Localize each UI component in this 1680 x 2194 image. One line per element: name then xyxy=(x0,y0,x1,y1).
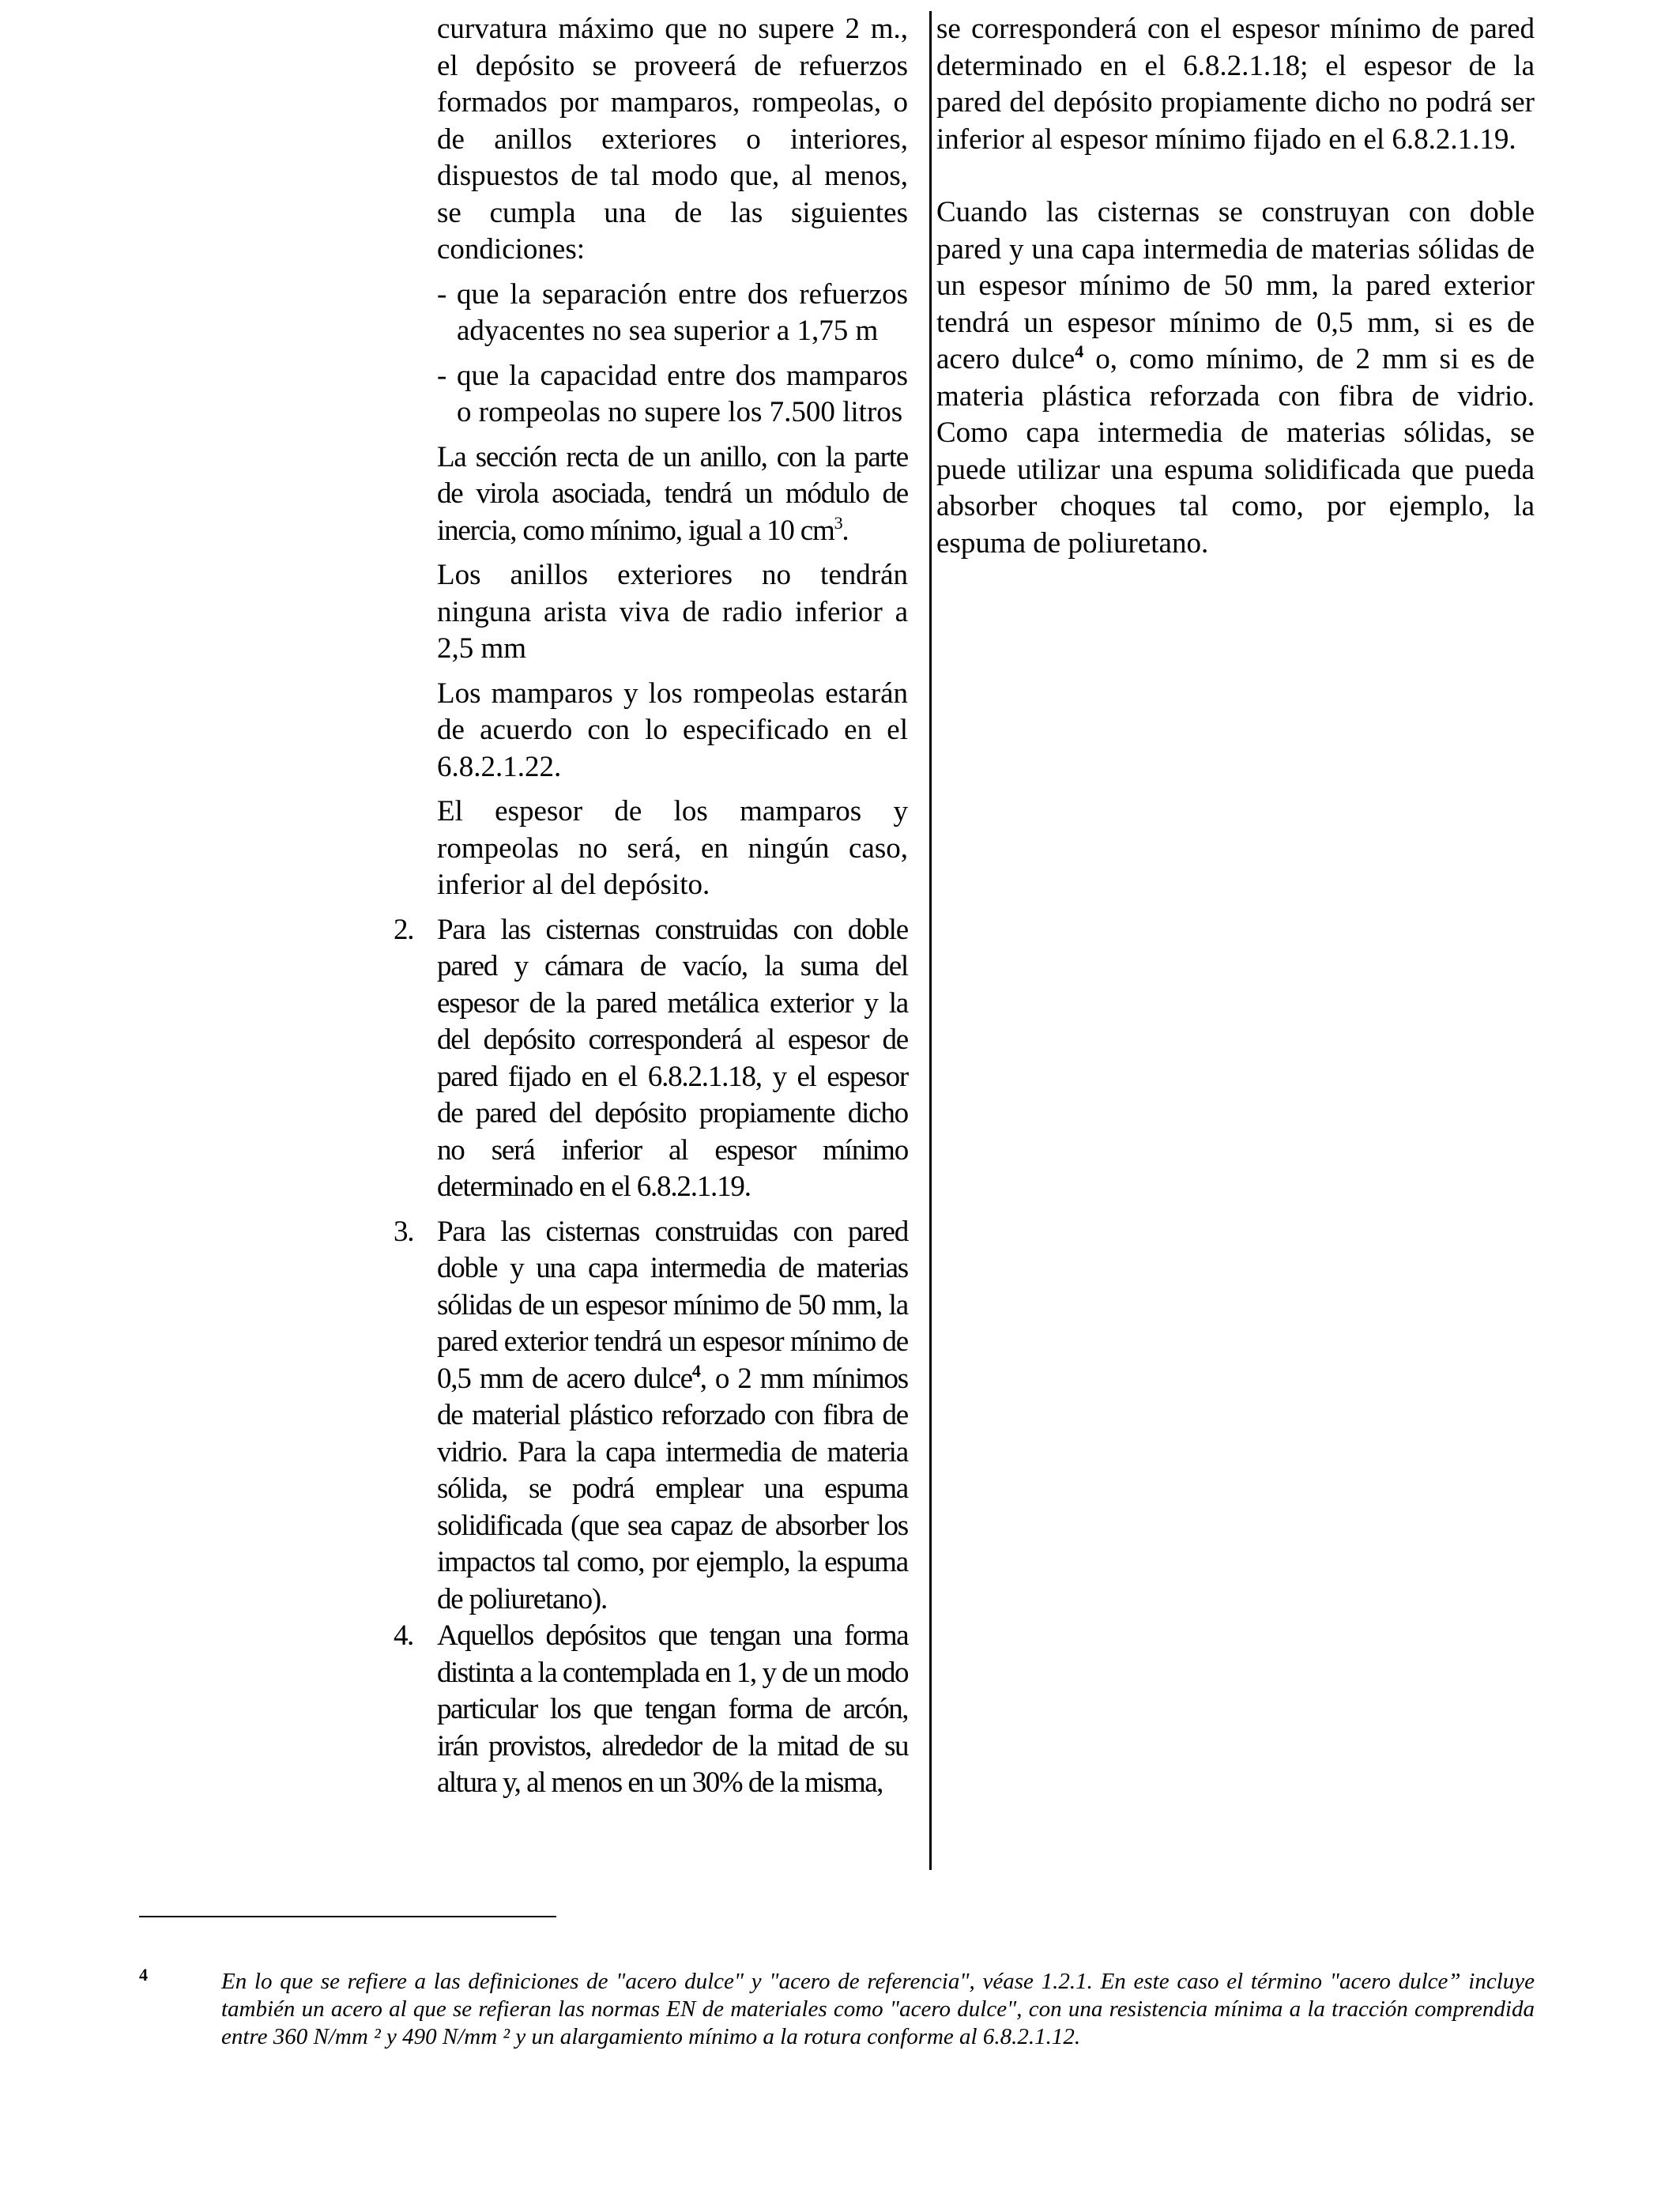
right-column xyxy=(936,11,1535,562)
item-number: 2. xyxy=(394,913,414,946)
dash-item-spacing xyxy=(437,277,908,350)
numbered-item-3 xyxy=(394,1214,908,1619)
footnote-marker: 4 xyxy=(139,1965,148,1985)
item-number: 4. xyxy=(394,1619,413,1652)
footnote-reference: 4 xyxy=(691,1360,700,1381)
numbered-item-4 xyxy=(394,1618,908,1802)
item-number: 3. xyxy=(394,1215,414,1248)
item-text-continued: , o 2 mm mínimos de material plástico reforzado con fibra de vidrio. Para la capa intermedia de materia sólida, se podrá emplear una espuma solidificada (que sea capaz de absorber los impactos tal como, por ejemplo, la espuma de poliuretano). xyxy=(437,1362,908,1615)
double-wall-text: Cuando las cisternas se construyan con doble pared y una capa intermedia de materias sólidas de un espesor mínimo de 50 mm, la pared exterior tendrá un espesor mínimo de 0,5 mm, si es de acero dulce xyxy=(936,196,1535,375)
ring-section-text: La sección recta de un anillo, con la parte de virola asociada, tendrá un módulo de inercia, como mínimo, igual a 10 cm xyxy=(437,440,908,547)
double-wall-text-continued: o, como mínimo, de 2 mm si es de materia plástica reforzada con fibra de vidrio. Como capa intermedia de materias sólidas, se puede utilizar una espuma solidificada que pueda absorber choques tal como, por ejemplo, la espuma de poliuretano. xyxy=(936,343,1535,560)
continuation-paragraph: se corresponderá con el espesor mínimo de pared determinado en el 6.8.2.1.18; el espesor de la pared del depósito propiamente dicho no podrá ser inferior al espesor mínimo fijado en el 6.8.2.1.19. xyxy=(936,13,1535,156)
footnote-text: En lo que se refiere a las definiciones de "acero dulce" y "acero de referencia", véase 1.2.1. En este caso el término "acero dulce” incluye también un acero al que se refieran las normas EN de materiales como "acero dulce", con una resistencia mínima a la tracción comprendida entre 360 N/mm ² y 490 N/mm ² y un alargamiento mínimo a la rotura conforme al 6.8.2.1.12. xyxy=(221,1969,1535,2049)
footnote-separator xyxy=(139,1916,556,1917)
bulkheads-paragraph: Los mamparos y los rompeolas estarán de acuerdo con lo especificado en el 6.8.2.1.22. xyxy=(437,677,908,783)
ring-section-paragraph xyxy=(437,439,908,550)
dash-marker: - xyxy=(437,359,447,392)
footnote-reference: 4 xyxy=(1075,341,1084,361)
ring-section-superscript: 3 xyxy=(834,512,842,533)
dash-item-capacity xyxy=(437,358,908,432)
dash-marker: - xyxy=(437,277,447,311)
left-column xyxy=(394,11,908,1802)
dash-item-text: que la capacidad entre dos mamparos o rompeolas no supere los 7.500 litros xyxy=(457,359,908,428)
item-text: Aquellos depósitos que tengan una forma distinta a la contemplada en 1, y de un modo particular los que tengan forma de arcón, irán provistos, alrededor de la mitad de su altura y, al menos en un 30% de la misma, xyxy=(437,1619,908,1799)
item-text: Para las cisternas construidas con pared doble y una capa intermedia de materias sólidas de un espesor mínimo de 50 mm, la pared exterior tendrá un espesor mínimo de 0,5 mm de acero dulce xyxy=(437,1215,908,1395)
column-divider xyxy=(929,11,932,1870)
dash-item-text: que la separación entre dos refuerzos adyacentes no sea superior a 1,75 m xyxy=(457,277,908,347)
outer-rings-paragraph: Los anillos exteriores no tendrán ninguna arista viva de radio inferior a 2,5 mm xyxy=(437,559,908,665)
ring-section-end: . xyxy=(842,514,849,547)
double-wall-paragraph xyxy=(936,194,1535,562)
numbered-item-2 xyxy=(394,912,908,1206)
item-text: Para las cisternas construidas con doble pared y cámara de vacío, la suma del espesor de la pared metálica exterior y la del depósito corresponderá al espesor de pared fijado en el 6.8.2.1.18, y el espesor de pared del depósito propiamente dicho no será inferior al espesor mínimo determinado en el 6.8.2.1.19. xyxy=(437,913,908,1203)
thickness-paragraph: El espesor de los mamparos y rompeolas no será, en ningún caso, inferior al del depósito. xyxy=(437,795,908,901)
intro-paragraph: curvatura máximo que no supere 2 m., el depósito se proveerá de refuerzos formados por mamparos, rompeolas, o de anillos exteriores o interiores, dispuestos de tal modo que, al menos, se cumpla una de las siguientes condiciones: xyxy=(437,13,908,266)
